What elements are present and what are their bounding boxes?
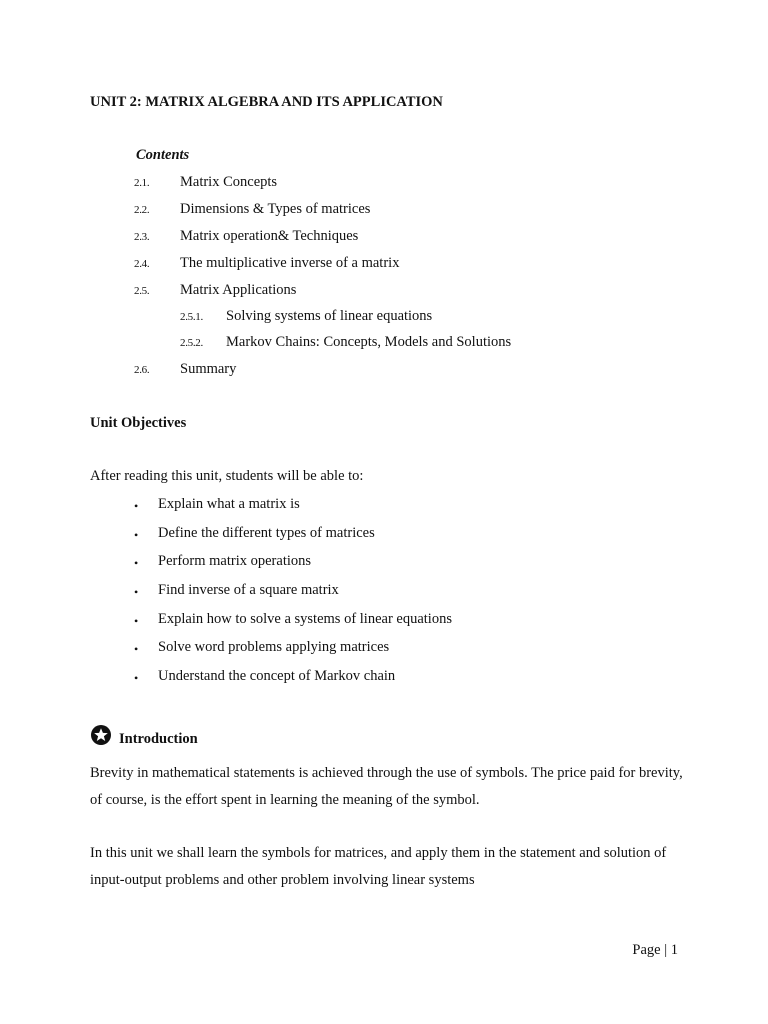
toc-number: 2.5. [134, 285, 150, 297]
unit-title: UNIT 2: MATRIX ALGEBRA AND ITS APPLICATION [90, 94, 443, 110]
toc-subnumber: 2.5.1. [180, 311, 203, 323]
toc-number: 2.3. [134, 231, 150, 243]
objectives-heading: Unit Objectives [90, 415, 187, 431]
objectives-intro: After reading this unit, students will be able to: [90, 468, 364, 484]
bullet-icon: • [134, 642, 139, 656]
toc-subitem: Solving systems of linear equations [226, 308, 433, 324]
paragraph: In this unit we shall learn the symbols for matrices, and apply them in the statement and solution of input-output problems and other problem involving linear systems [90, 845, 667, 888]
toc-number: 2.4. [134, 258, 150, 270]
bullet-icon: • [134, 671, 139, 685]
toc-subnumber: 2.5.2. [180, 337, 203, 349]
objective-item: Find inverse of a square matrix [158, 582, 339, 598]
toc-item: Matrix Concepts [180, 174, 278, 190]
toc-item: Summary [180, 361, 237, 377]
toc-item: Matrix operation& Techniques [180, 228, 359, 244]
toc-number: 2.1. [134, 177, 150, 189]
toc-item: The multiplicative inverse of a matrix [180, 255, 400, 271]
bullet-icon: • [134, 528, 139, 542]
bullet-icon: • [134, 499, 139, 513]
toc-item: Matrix Applications [180, 282, 297, 298]
objective-item: Perform matrix operations [158, 553, 312, 569]
page-number: Page | 1 [632, 942, 678, 958]
toc-number: 2.2. [134, 204, 150, 216]
bullet-icon: • [134, 585, 139, 599]
toc-item: Dimensions & Types of matrices [180, 201, 371, 217]
objective-item: Solve word problems applying matrices [158, 639, 390, 655]
objective-item: Understand the concept of Markov chain [158, 668, 396, 684]
star-circle-icon [90, 724, 112, 746]
objective-item: Explain how to solve a systems of linear equations [158, 611, 452, 627]
toc-number: 2.6. [134, 364, 150, 376]
toc-subitem: Markov Chains: Concepts, Models and Solutions [226, 334, 512, 350]
bullet-icon: • [134, 556, 139, 570]
bullet-icon: • [134, 614, 139, 628]
paragraph: Brevity in mathematical statements is achieved through the use of symbols. The price paid for brevity, of course, is the effort spent in learning the meaning of the symbol. [90, 765, 683, 808]
objective-item: Define the different types of matrices [158, 525, 375, 541]
objective-item: Explain what a matrix is [158, 496, 300, 512]
contents-heading: Contents [136, 147, 190, 163]
introduction-heading: Introduction [119, 731, 198, 747]
